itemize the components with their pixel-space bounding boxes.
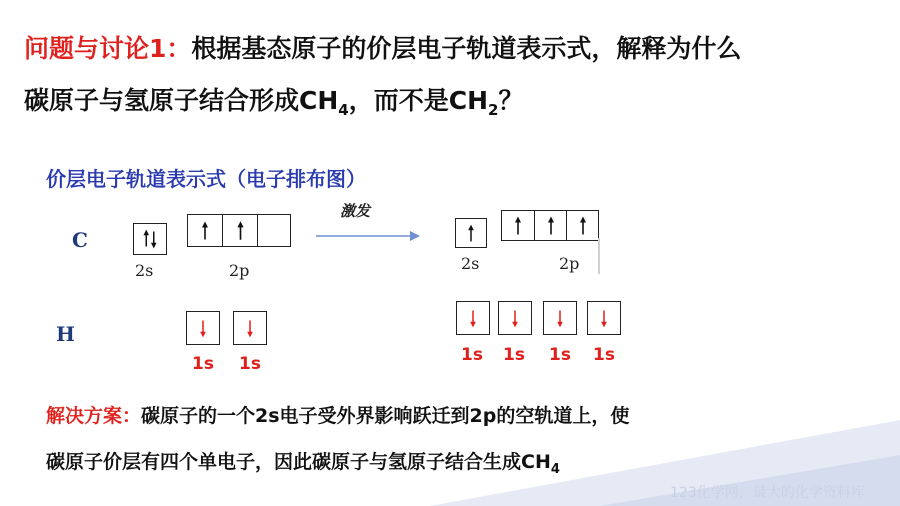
carbon-2s-orbital-excited [455, 218, 487, 248]
label-1s: 1s [549, 345, 571, 365]
label-1s: 1s [461, 345, 483, 365]
label-1s: 1s [239, 354, 261, 374]
subscript-4: 4 [550, 462, 560, 477]
hydrogen-symbol: H [56, 322, 75, 346]
question-line-2 [24, 86, 524, 119]
solution-text-2: 碳原子价层有四个单电子，因此碳原子与氢原子结合生成CH [46, 451, 551, 473]
label-1s: 1s [593, 345, 615, 365]
up-arrow-icon [456, 219, 486, 247]
up-arrow-icon [502, 211, 534, 240]
up-arrow-icon [535, 211, 567, 240]
carbon-2s-orbital-ground [133, 223, 167, 255]
excitation-arrow-icon [314, 226, 422, 246]
hydrogen-1s-orbital [498, 301, 532, 335]
carbon-symbol: C [72, 228, 88, 252]
down-arrow-icon [499, 302, 531, 334]
label-2s-excited: 2s [461, 254, 480, 273]
hydrogen-1s-orbital [186, 311, 220, 345]
subscript-2: 2 [488, 101, 499, 119]
orbital-cell [534, 211, 567, 240]
up-arrow-icon [567, 211, 599, 240]
down-arrow-icon [187, 312, 219, 344]
watermark: 123化学网，最大的化学资料库 [670, 485, 865, 501]
label-2s-ground: 2s [135, 261, 154, 280]
orbital-cell [502, 211, 534, 240]
solution-line-1 [46, 401, 629, 428]
solution-line-2 [46, 447, 560, 477]
excite-label: 激发 [340, 202, 371, 220]
down-arrow-icon [234, 312, 266, 344]
diagram-title: 价层电子轨道表示式（电子排布图） [46, 167, 366, 191]
orbital-cell [222, 215, 258, 246]
question-text-2b: ，而不是CH [348, 86, 488, 115]
subscript-4: 4 [338, 101, 349, 119]
hydrogen-1s-orbital [587, 301, 621, 335]
label-1s: 1s [192, 354, 214, 374]
hydrogen-1s-orbital [543, 301, 577, 335]
paired-electron-arrows-icon [134, 224, 166, 254]
down-arrow-icon [544, 302, 576, 334]
solution-text-1: 碳原子的一个2s电子受外界影响跃迁到2p的空轨道上，使 [141, 405, 630, 427]
solution-label: 解决方案： [46, 405, 142, 427]
question-line-1 [24, 36, 741, 61]
down-arrow-icon [588, 302, 620, 334]
hydrogen-1s-orbital [456, 301, 490, 335]
orbital-cell [566, 211, 599, 240]
question-text-2c: ？ [498, 86, 524, 115]
orbital-cell-empty [257, 215, 291, 246]
divider [598, 238, 600, 274]
label-1s: 1s [503, 345, 525, 365]
carbon-2p-orbital-excited [501, 210, 599, 241]
label-2p-ground: 2p [229, 261, 250, 280]
question-prefix: 问题与讨论1： [24, 34, 192, 63]
label-2p-excited: 2p [559, 254, 580, 273]
hydrogen-1s-orbital [233, 311, 267, 345]
question-text-2a: 碳原子与氢原子结合形成CH [24, 86, 339, 115]
up-arrow-icon [223, 215, 258, 246]
question-text-1: 根据基态原子的价层电子轨道表示式，解释为什么 [191, 34, 742, 63]
down-arrow-icon [457, 302, 489, 334]
up-arrow-icon [188, 215, 222, 246]
carbon-2p-orbital-ground [187, 214, 291, 247]
orbital-cell [188, 215, 222, 246]
